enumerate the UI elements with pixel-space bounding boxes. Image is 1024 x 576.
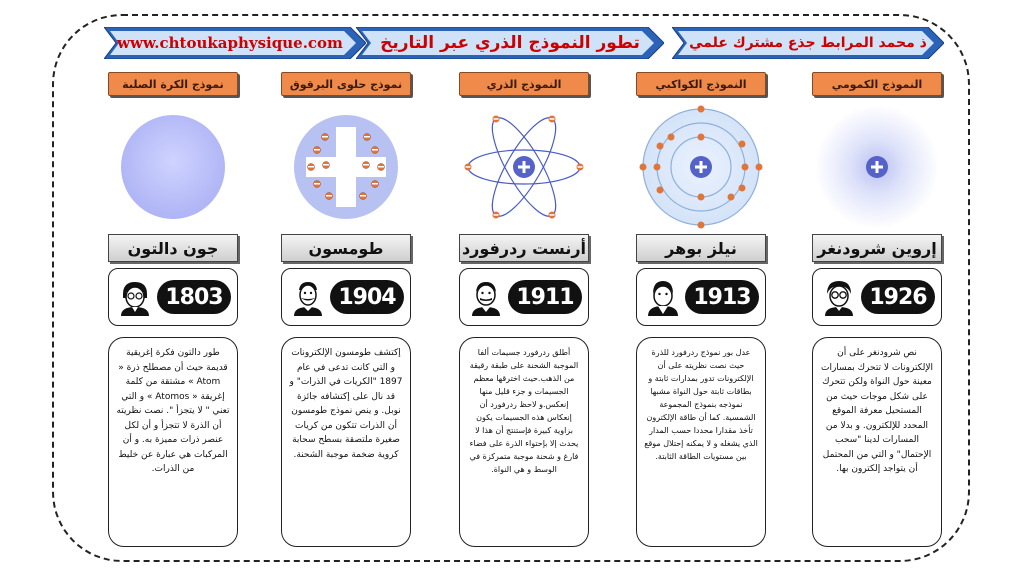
scientist-name: إروين شرودنغر [812,234,942,262]
planetary-model [636,104,766,230]
year-card [812,268,942,326]
year-badge: 1913 [685,280,759,314]
solid-sphere-model [108,104,238,230]
description-text: نص شرودنغر على أن الإلكترونات لا تتحرك بمسارات معينة حول النواة ولكن تتحرك على شكل موجات حيث من المستحيل معرفة الموقع المحدد للإلكترون. و بدلا من المسارات لدينا "سحب الإحتمال" و التي من المحتمل أن يتواجد إلكترون بها. [812,337,942,547]
year-card [459,268,589,326]
scientist-name: جون دالتون [108,234,238,262]
model-label: النموذج الذري [459,72,589,96]
year-card [108,268,238,326]
schrodinger-portrait-icon [821,278,857,316]
dalton-portrait-icon [117,278,153,316]
year-card [281,268,411,326]
description-text: إكتشف طومسون الإلكترونات و التي كانت تدعى في عام 1897 "الكريات في الذرات" و قد نال على إكتشافه جائزة نوبل. و ينص نموذج طومسون أن الذرات تتكون من كريات صغيرة ملتصقة بسطح سحابة كروية ضخمة موجبة الشحنة. [281,337,411,547]
scientist-name: طومسون [281,234,411,262]
year-badge: 1911 [508,280,582,314]
year-card [636,268,766,326]
year-badge: 1803 [157,280,231,314]
quantum-cloud-model [812,104,942,230]
rutherford-atom-model [459,104,589,230]
model-label: نموذج الكرة الصلبة [108,72,238,96]
plum-pudding-model [281,104,411,230]
website-text[interactable]: www.chtoukaphysique.com [117,34,343,52]
description-text: أطلق ردرفورد جسيمات ألفا الموجبة الشحنة على طبقة رقيقة من الذهب.حيث اخترقها معظم الجسيمات و جزء قليل منها إنعكس.و لاحظ ردرفورد أن إنعكاس هذه الجسيمات يكون بزاوية كبيرة فإستنتج أن هذا لا يحدث إلا بإحتواء الذرة على فضاء فارغ و شحنة موجبة متمركزة في الوسط و هي النواة. [459,337,589,547]
rutherford-portrait-icon [468,278,504,316]
title-banner [356,27,664,59]
scientist-name: أرنست ردرفورد [459,234,589,262]
year-badge: 1926 [861,280,935,314]
thomson-portrait-icon [290,278,326,316]
model-label: النموذج الكواكبي [636,72,766,96]
page-title: تطور النموذج الذري عبر التاريخ [380,33,640,53]
description-text: طور دالتون فكرة إغريقية قديمة حيث أن مصطلح ذرة « Atom » مشتقة من كلمة إغريقة « Atomos » و التي تعني " لا يتجزأ ". نصت نظريته أن الذرة لا تتجزأ و أن لكل عنصر ذرات مميزة به. و أن المركبات هي عبارة عن خليط من الذرات. [108,337,238,547]
scientist-name: نيلز بوهر [636,234,766,262]
description-text: عدل بور نموذج ردرفورد للذرة حيث نصت نظريته على أن الإلكترونات تدور بمدارات ثابتة و بطاقات ثابتة حول النواة مشبها نموذجه بنموذج المجموعة الشمسية. كما أن طاقة الإلكترون تأخذ مقدارا محددا حسب المدار الذي يشغله و لا يمكنه إحتلال موقع بين مستويات الطاقة الثابتة. [636,337,766,547]
year-badge: 1904 [330,280,404,314]
author-banner [672,27,944,59]
model-label: النموذج الكمومي [812,72,942,96]
model-label: نموذج حلوى البرقوق [281,72,411,96]
author-text: ذ محمد المرابط جذع مشترك علمي [689,35,927,51]
bohr-portrait-icon [645,278,681,316]
website-banner[interactable] [104,27,366,59]
